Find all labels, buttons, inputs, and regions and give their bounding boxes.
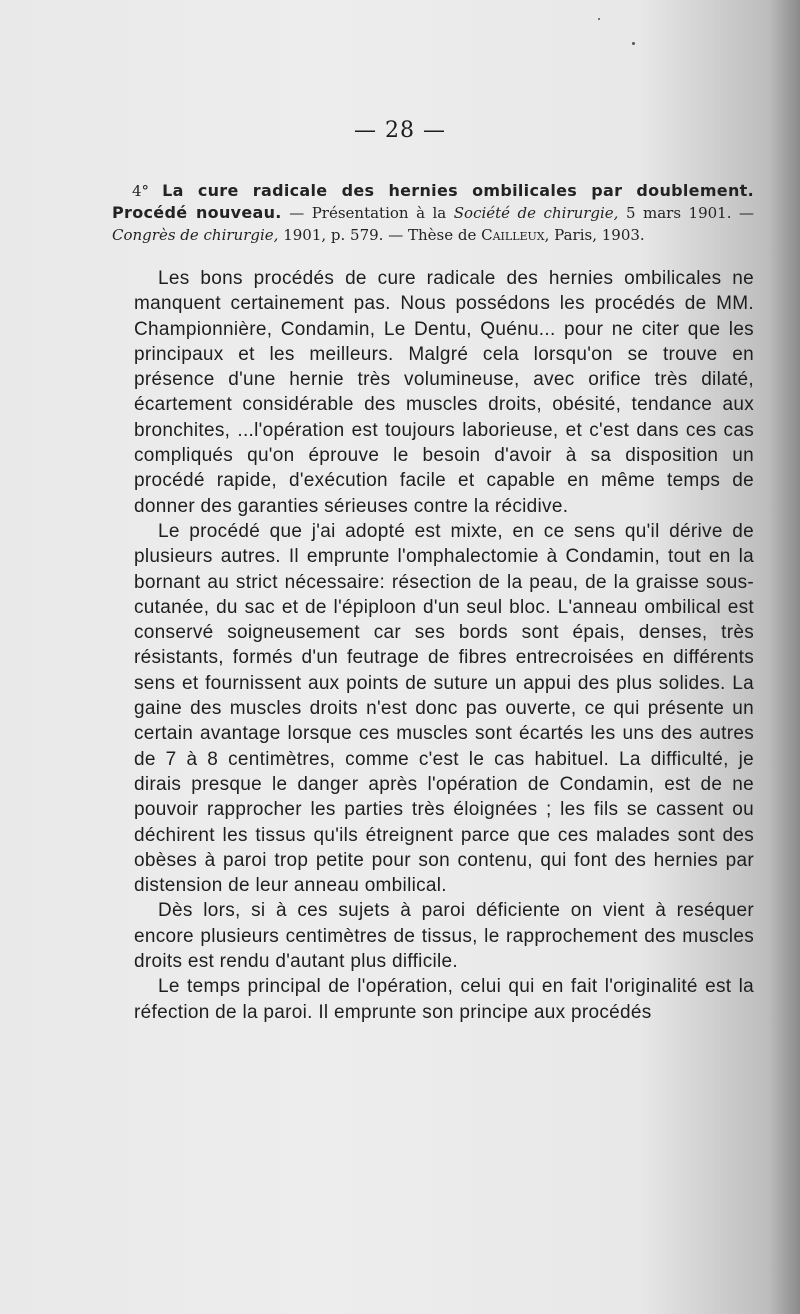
paragraph-1: Les bons procédés de cure radicale des hernies ombilicales ne manquent certainement pas. Nous possédons les procédés de MM. Championnière, Condamin, Le Dentu, Quénu... pour ne citer que les principaux et les meilleurs. Malgré cela lorsqu'on se trouve en présence d'une hernie très volumineuse, avec orifice très dilaté, écartement considérable des muscles droits, obésité, tendance aux bronchites, ...l'opération est toujours laborieuse, et c'est dans ces cas compliqués qu'on éprouve le besoin d'avoir à sa disposition un procédé rapide, d'exécution facile et capable en même temps de donner des garanties sérieuses contre la récidive.	[134, 268, 754, 517]
paragraph-3: Dès lors, si à ces sujets à paroi déficiente on vient à reséquer encore plusieurs centimètres de tissus, le rapprochement des muscles droits est rendu d'autant plus difficile.	[134, 900, 754, 973]
paragraph-4: Le temps principal de l'opération, celui qui en fait l'originalité est la réfection de la paroi. Il emprunte son principe aux procédés	[134, 976, 754, 1023]
paragraph-2: Le procédé que j'ai adopté est mixte, en ce sens qu'il dérive de plusieurs autres. Il emprunte l'omphalectomie à Condamin, tout en la bornant au strict nécessaire: résection de la peau, de la graisse sous-cutanée, du sac et de l'épiploon d'un seul bloc. L'anneau ombilical est conservé soigneusement car ses bords sont épais, denses, très résistants, formés d'un feutrage de fibres entrecroisées en différents sens et fournissent aux points de suture un appui des plus solides. La gaine des muscles droits n'est donc pas ouverte, ce qui présente un certain avantage lorsque ces muscles sont écartés les uns des autres de 7 à 8 centimètres, comme c'est le cas habituel. La difficulté, je dirais presque le danger après l'opération de Condamin, est de ne pouvoir rapprocher les parties très éloignées ; les fils se cassent ou déchirent les tissus qu'ils étreignent parce que ces malades sont des obèses à paroi trop petite pour son contenu, qui font des hernies par distension de leur anneau ombilical.	[134, 520, 754, 897]
reference-presentation: — Présentation à la	[281, 204, 454, 222]
reference-number: 4°	[132, 182, 150, 200]
reference-society: Société de chirurgie,	[453, 204, 619, 222]
reference-congress: Congrès de chirurgie,	[112, 226, 279, 244]
scan-speck	[632, 42, 635, 45]
scan-speck	[598, 18, 600, 20]
reference-place: , Paris, 1903.	[544, 226, 645, 244]
page-number: — 28 —	[354, 118, 446, 143]
reference-entry	[112, 180, 754, 246]
reference-date: 5 mars 1901. —	[618, 204, 754, 222]
body-text	[134, 266, 754, 1025]
reference-author: Cailleux	[481, 226, 545, 244]
reference-title: La cure radicale des hernies ombilicales par doublement. Procédé nouveau.	[112, 181, 754, 222]
bibliographic-reference	[112, 180, 754, 246]
reference-pages: 1901, p. 579. — Thèse de	[278, 226, 482, 244]
